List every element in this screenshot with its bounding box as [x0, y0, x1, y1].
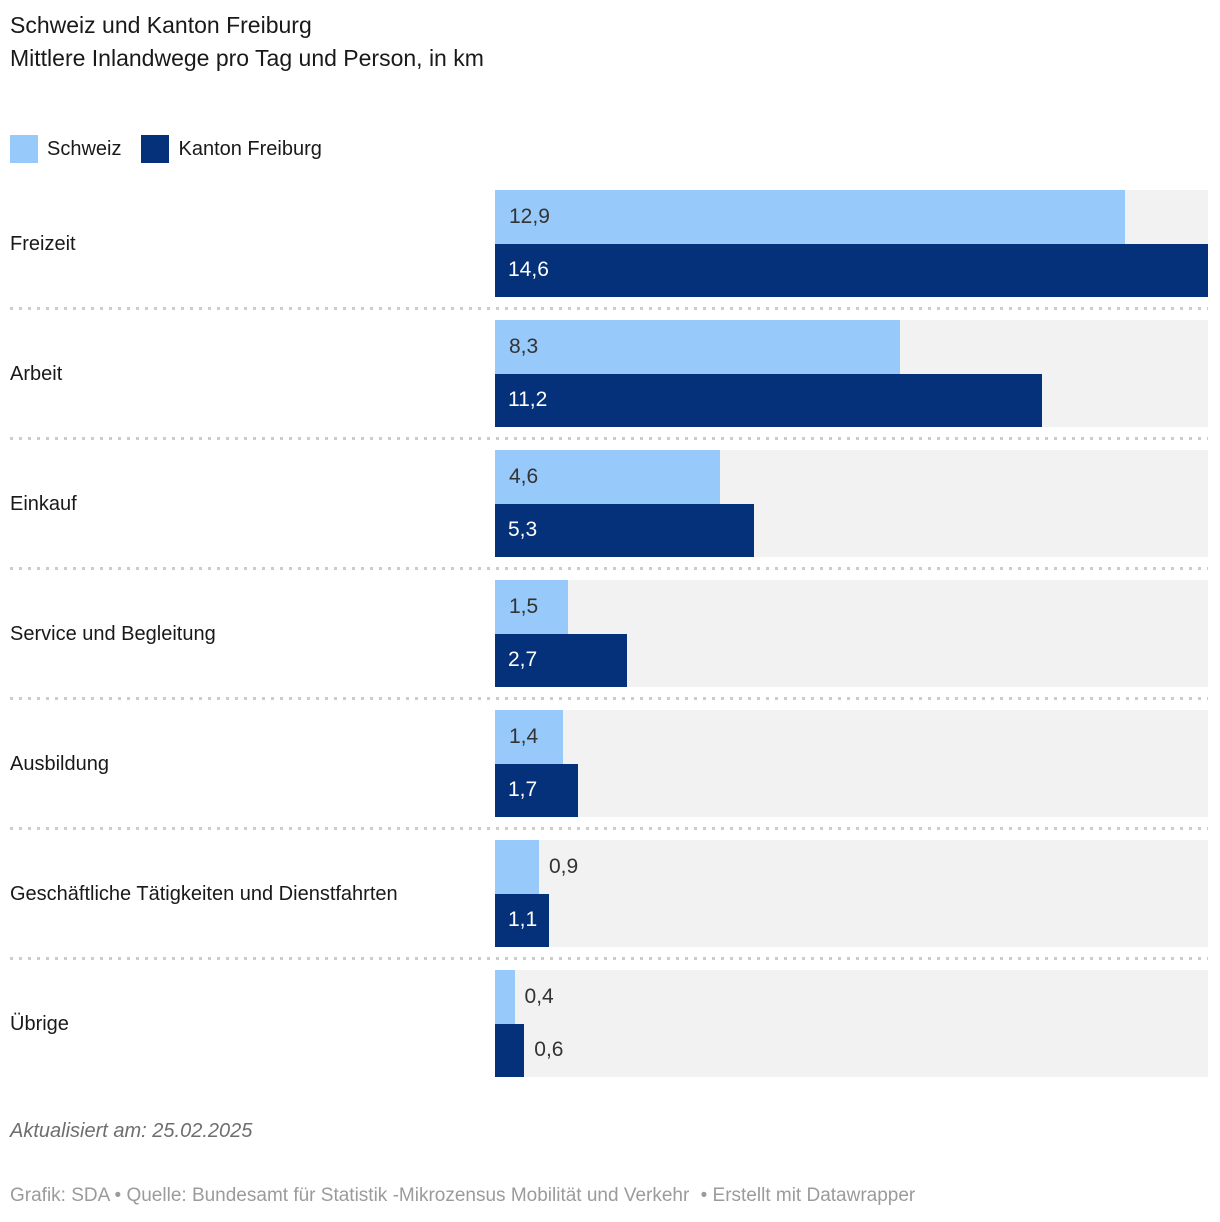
value-label: 0,9 [548, 854, 579, 878]
category-label: Ausbildung [10, 752, 109, 775]
credit-line [10, 1185, 1208, 1207]
category-row-gesch-ftliche-t-tigkeiten-und-dienstfahrten [0, 840, 1220, 947]
chart-title: Schweiz und Kanton Freiburg [10, 12, 312, 38]
row-separator [10, 437, 1208, 440]
legend-item-kanton-freiburg [141, 135, 321, 163]
bar-kanton-freiburg [495, 244, 1208, 298]
bar-schweiz [495, 190, 1125, 244]
datawrapper-attribution-link[interactable]: • Erstellt mit Datawrapper [700, 1185, 916, 1206]
legend-swatch-kanton-freiburg [141, 135, 169, 163]
category-label: Übrige [10, 1012, 69, 1035]
bar-schweiz [495, 840, 579, 894]
value-label: 11,2 [508, 388, 548, 412]
chart-header [10, 9, 1208, 75]
row-separator [10, 697, 1208, 700]
row-separator [10, 827, 1208, 830]
source-text: Grafik: SDA • Quelle: Bundesamt für Statistik -Mikrozensus Mobilität und Verkehr [10, 1185, 695, 1206]
legend-swatch-schweiz [10, 135, 38, 163]
legend-item-schweiz [10, 135, 121, 163]
value-label: 1,7 [508, 778, 538, 802]
category-label: Geschäftliche Tätigkeiten und Dienstfahrten [10, 882, 398, 905]
bar-track [495, 190, 1208, 297]
legend-label: Schweiz [47, 137, 122, 160]
value-label: 12,9 [509, 204, 550, 228]
chart-subtitle: Mittlere Inlandwege pro Tag und Person, in km [10, 45, 484, 71]
value-label: 2,7 [508, 648, 538, 672]
category-row-ausbildung [0, 710, 1220, 817]
bar-track [495, 840, 1208, 947]
value-label: 1,5 [509, 594, 539, 618]
value-label: 5,3 [508, 518, 538, 542]
category-row-arbeit [0, 320, 1220, 427]
bar-kanton-freiburg [495, 764, 578, 818]
bar-track [495, 970, 1208, 1077]
bar-kanton-freiburg [495, 504, 754, 558]
bar-kanton-freiburg [495, 1024, 564, 1078]
value-label: 1,4 [509, 724, 539, 748]
row-separator [10, 567, 1208, 570]
bar-schweiz [495, 970, 554, 1024]
value-label: 14,6 [508, 258, 549, 282]
value-label: 4,6 [509, 464, 539, 488]
value-label: 0,4 [524, 984, 554, 1008]
bar-track [495, 320, 1208, 427]
value-label: 0,6 [534, 1038, 564, 1062]
row-separator [10, 957, 1208, 960]
bar-track [495, 580, 1208, 687]
bar-schweiz [495, 710, 563, 764]
bar-kanton-freiburg [495, 374, 1042, 428]
value-label: 8,3 [509, 334, 539, 358]
category-row-brige [0, 970, 1220, 1077]
category-label: Service und Begleitung [10, 622, 216, 645]
category-label: Arbeit [10, 362, 63, 385]
category-label: Freizeit [10, 232, 76, 255]
bar-kanton-freiburg [495, 894, 549, 948]
category-row-service-und-begleitung [0, 580, 1220, 687]
category-label: Einkauf [10, 492, 77, 515]
updated-note: Aktualisiert am: 25.02.2025 [10, 1120, 253, 1142]
bar-schweiz [495, 580, 568, 634]
category-row-einkauf [0, 450, 1220, 557]
row-separator [10, 307, 1208, 310]
bar-schweiz [495, 450, 720, 504]
legend-label: Kanton Freiburg [178, 137, 322, 160]
bar-track [495, 710, 1208, 817]
bar-kanton-freiburg [495, 634, 627, 688]
value-label: 1,1 [508, 908, 538, 932]
bar-track [495, 450, 1208, 557]
legend [10, 135, 342, 163]
category-row-freizeit [0, 190, 1220, 297]
bar-schweiz [495, 320, 900, 374]
bar-chart [0, 190, 1220, 1077]
